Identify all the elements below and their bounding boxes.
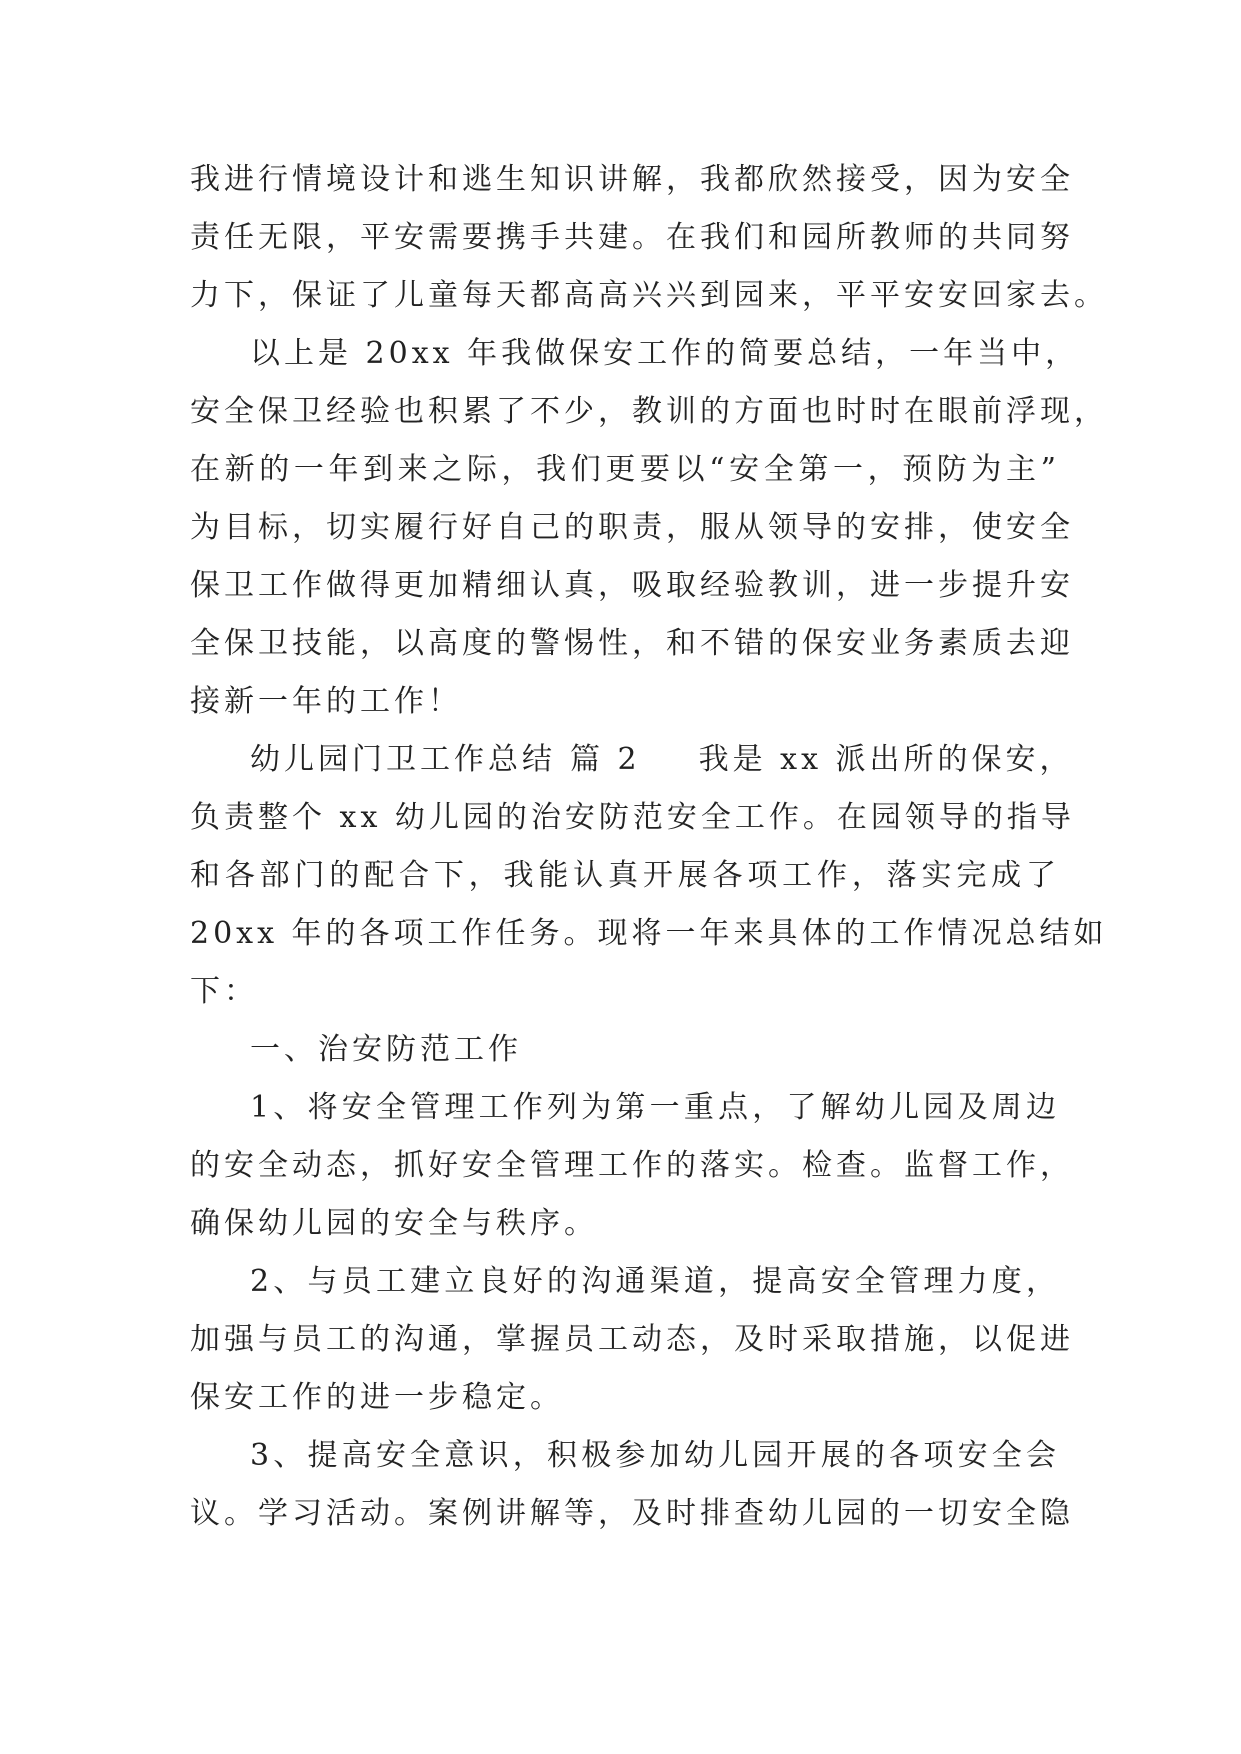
- text-line: 议。学习活动。案例讲解等，及时排查幼儿园的一切安全隐: [190, 1496, 1074, 1531]
- paragraph-4: [190, 1021, 1060, 1079]
- document-body: [190, 151, 1108, 1543]
- text-line: 负责整个 xx 幼儿园的治安防范安全工作。在园领导的指导: [190, 800, 1075, 835]
- paragraph-7: [190, 1427, 1074, 1543]
- text-line: 接新一年的工作！: [190, 684, 462, 719]
- text-line: 确保幼儿园的安全与秩序。: [190, 1206, 598, 1241]
- text-fragment: 我是 xx 派出所的保安，: [698, 742, 1074, 777]
- text-line: 全保卫技能，以高度的警惕性，和不错的保安业务素质去迎: [190, 626, 1074, 661]
- subsection-heading: 一、治安防范工作: [250, 1032, 522, 1067]
- text-line: 以上是 20xx 年我做保安工作的简要总结，一年当中，: [250, 336, 1080, 371]
- text-line: [190, 731, 1074, 789]
- text-line: 保安工作的进一步稳定。: [190, 1380, 564, 1415]
- text-line: 1、将安全管理工作列为第一重点，了解幼儿园及周边: [250, 1090, 1060, 1125]
- paragraph-5: [190, 1079, 1074, 1253]
- text-line: 力下，保证了儿童每天都高高兴兴到园来，平平安安回家去。: [190, 278, 1108, 313]
- chapter-label: 篇 2: [570, 742, 641, 777]
- text-line: 和各部门的配合下，我能认真开展各项工作，落实完成了: [190, 858, 1060, 893]
- paragraph-2: [190, 325, 1108, 731]
- paragraph-6: [190, 1253, 1074, 1427]
- text-line: 为目标，切实履行好自己的职责，服从领导的安排，使安全: [190, 510, 1074, 545]
- paragraph-1: [190, 151, 1108, 325]
- section-heading: 幼儿园门卫工作总结: [250, 742, 556, 777]
- text-line: 的安全动态，抓好安全管理工作的落实。检查。监督工作，: [190, 1148, 1074, 1183]
- text-line: 我进行情境设计和逃生知识讲解，我都欣然接受，因为安全: [190, 162, 1074, 197]
- text-line: 下：: [190, 974, 258, 1009]
- text-line: 3、提高安全意识，积极参加幼儿园开展的各项安全会: [250, 1438, 1060, 1473]
- text-line: 保卫工作做得更加精细认真，吸取经验教训，进一步提升安: [190, 568, 1074, 603]
- text-line: 加强与员工的沟通，掌握员工动态，及时采取措施，以促进: [190, 1322, 1074, 1357]
- text-line: 安全保卫经验也积累了不少，教训的方面也时时在眼前浮现，: [190, 394, 1108, 429]
- text-line: 20xx 年的各项工作任务。现将一年来具体的工作情况总结如: [190, 916, 1108, 951]
- paragraph-3: [190, 731, 1108, 1021]
- text-line: 责任无限，平安需要携手共建。在我们和园所教师的共同努: [190, 220, 1074, 255]
- text-line: 2、与员工建立良好的沟通渠道，提高安全管理力度，: [250, 1264, 1060, 1299]
- text-line: 在新的一年到来之际，我们更要以“安全第一，预防为主”: [190, 452, 1060, 487]
